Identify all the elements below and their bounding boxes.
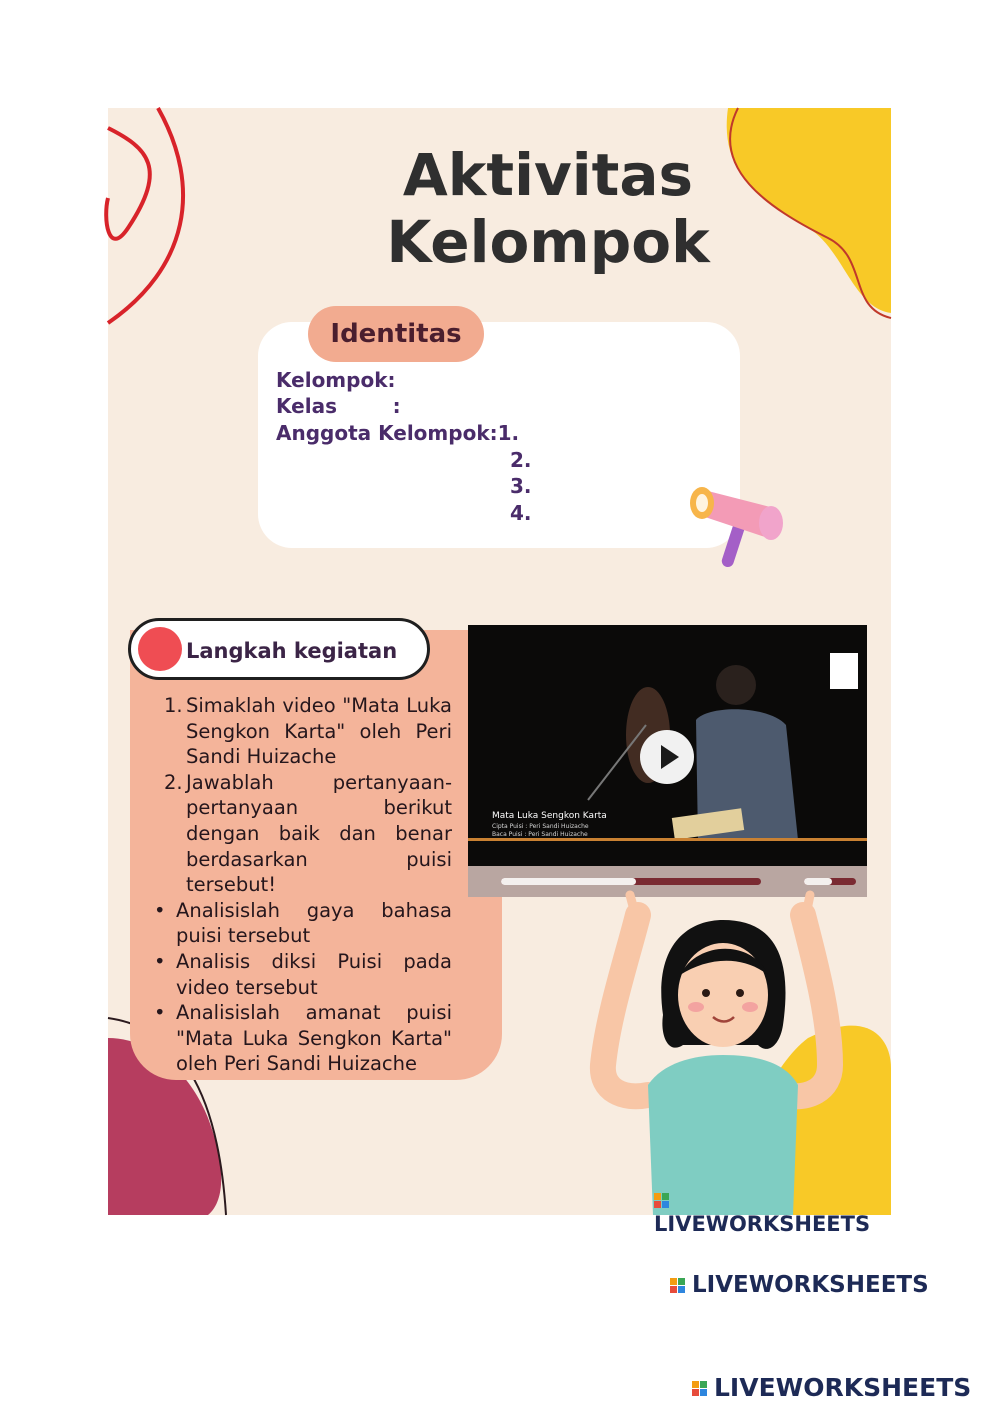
logo-blocks-icon (692, 1381, 710, 1397)
logo-blocks-icon (670, 1278, 688, 1294)
play-button[interactable] (640, 730, 694, 784)
megaphone-icon (686, 460, 796, 570)
liveworksheets-logo-inner (654, 1188, 891, 1236)
steps-heading: Langkah kegiatan (186, 639, 398, 663)
list-item-text: Analisislah amanat puisi "Mata Luka Sengkon Karta" oleh Peri Sandi Huizache (176, 1001, 452, 1076)
logo-text: LIVEWORKSHEETS (692, 1272, 929, 1298)
list-marker: • (154, 1001, 166, 1025)
list-item (164, 693, 452, 770)
identity-heading: Identitas (308, 306, 484, 362)
list-marker: 2. (164, 770, 183, 794)
list-item-text: Analisislah gaya bahasa puisi tersebut (176, 898, 452, 948)
volume-track[interactable] (804, 878, 856, 885)
play-icon (640, 730, 694, 784)
member-3-number: 3. (510, 474, 532, 498)
logo-text: LIVEWORKSHEETS (654, 1212, 871, 1236)
list-item (164, 770, 452, 898)
video-caption-line-2: Baca Puisi : Peri Sandi Huizache (492, 831, 588, 838)
logo-text: LIVEWORKSHEETS (714, 1373, 972, 1402)
member-4-number: 4. (510, 501, 532, 525)
group-label: Kelompok: (276, 368, 396, 392)
pointing-girl-illustration (568, 895, 868, 1215)
list-item (154, 898, 452, 949)
volume-fill (804, 878, 832, 885)
liveworksheets-logo-middle (670, 1272, 929, 1298)
steps-list (154, 693, 452, 1077)
list-item (154, 1000, 452, 1077)
worksheet-page (108, 108, 891, 1236)
page-title-line-1: Aktivitas (402, 141, 694, 209)
list-item-text: Jawablah pertanyaan-pertanyaan berikut dengan baik dan benar berdasarkan puisi tersebut! (186, 770, 452, 897)
list-marker: • (154, 898, 166, 922)
member-2-number: 2. (510, 448, 532, 472)
red-dot-icon (138, 627, 182, 671)
class-label: Kelas : (276, 394, 401, 418)
video-player[interactable] (468, 625, 867, 897)
progress-track[interactable] (501, 878, 761, 885)
list-marker: 1. (164, 694, 183, 717)
liveworksheets-logo-footer (692, 1373, 971, 1402)
list-item-text: Simaklah video "Mata Luka Sengkon Karta" oleh Peri Sandi Huizache (186, 694, 452, 769)
progress-fill (501, 878, 636, 885)
list-item-text: Analisis diksi Puisi pada video tersebut (176, 949, 452, 999)
list-item (154, 949, 452, 1000)
video-caption-line-1: Cipta Puisi : Peri Sandi Huizache (492, 823, 589, 830)
video-caption-title: Mata Luka Sengkon Karta (492, 811, 607, 821)
page-title-line-2: Kelompok (386, 208, 710, 276)
list-marker: • (154, 949, 166, 973)
members-label: Anggota Kelompok:1. (276, 421, 520, 445)
logo-blocks-icon (654, 1193, 672, 1209)
